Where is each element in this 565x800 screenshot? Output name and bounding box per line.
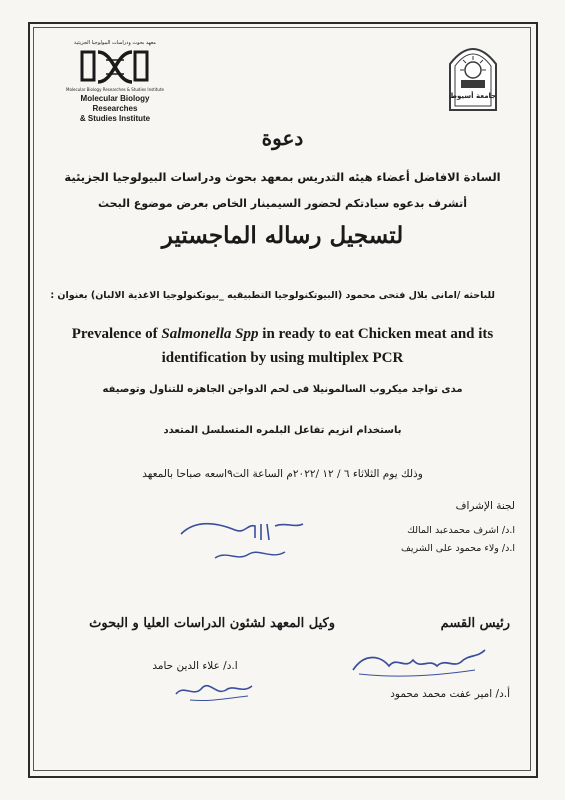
institute-name [60,94,170,124]
invitation-heading: دعوة [261,126,304,150]
department-head-signature [345,640,495,684]
research-title-ar-line-1: مدى تواجد ميكروب السالمونيلا فى لحم الدواجن الجاهزه للتناول وتوصيفه [102,384,463,395]
dna-logo-icon [80,48,150,86]
department-head-title: رئيس القسم [440,616,510,631]
title-en-part2: in ready to eat Chicken meat and its identification by using multiplex PCR [161,326,494,366]
research-title-en [60,322,505,370]
university-seal [446,40,500,116]
department-head-name: أ.د/ امير عفت محمد محمود [390,688,510,700]
institute-name-line1: Molecular Biology Researches [80,94,150,113]
university-seal-icon [446,40,500,112]
thesis-type-heading: لتسجيل رساله الماجستير [161,222,404,249]
committee-member-1: ا.د/ اشرف محمدعبد المالك [407,525,515,536]
committee-member-2: ا.د/ ولاء محمود على الشريف [401,543,515,554]
researcher-line: للباحثه /امانى بلال فتحى محمود (البيوتكنولوجيا التطبيقيه _بيوتكنولوجيا الاغذية الالبان) بعنوان : [50,290,495,301]
seminar-datetime: وذلك يوم الثلاثاء ٦ / ١٢ /٢٠٢٢م الساعة الت٩اسعه صباحا بالمعهد [142,468,423,480]
addressee-line-2: أتشرف بدعوه سيادتكم لحضور السيمينار الخاص بعرض موضوع البحث [98,197,467,210]
addressee-line-1: السادة الافاضل أعضاء هيئه التدريس بمعهد بحوث ودراسات البيولوجيا الجزيئية [64,170,501,184]
title-en-part1: Prevalence of [71,326,162,342]
vice-dean-signature [170,676,260,706]
title-en-organism: Salmonella Spp [161,326,259,342]
vice-dean-name: ا.د/ علاء الدين حامد [152,660,238,672]
seal-label: جامعة أسيوط [449,92,497,100]
research-title-ar-line-2: باستخدام انزيم تفاعل البلمره المتسلسل المتعدد [163,425,402,436]
institute-name-line2: & Studies Institute [79,114,151,123]
logo-caption-en: Molecular Biology Researches & Studies Institute [66,87,164,92]
vice-dean-title: وكيل المعهد لشئون الدراسات العليا و البحوث [89,616,335,631]
logo-caption-ar: معهد بحوث ودراسات البيولوجيا الجزيئية [74,40,156,46]
committee-signature [175,512,325,568]
committee-title: لجنة الإشراف [455,500,515,512]
institute-logo [55,40,175,92]
